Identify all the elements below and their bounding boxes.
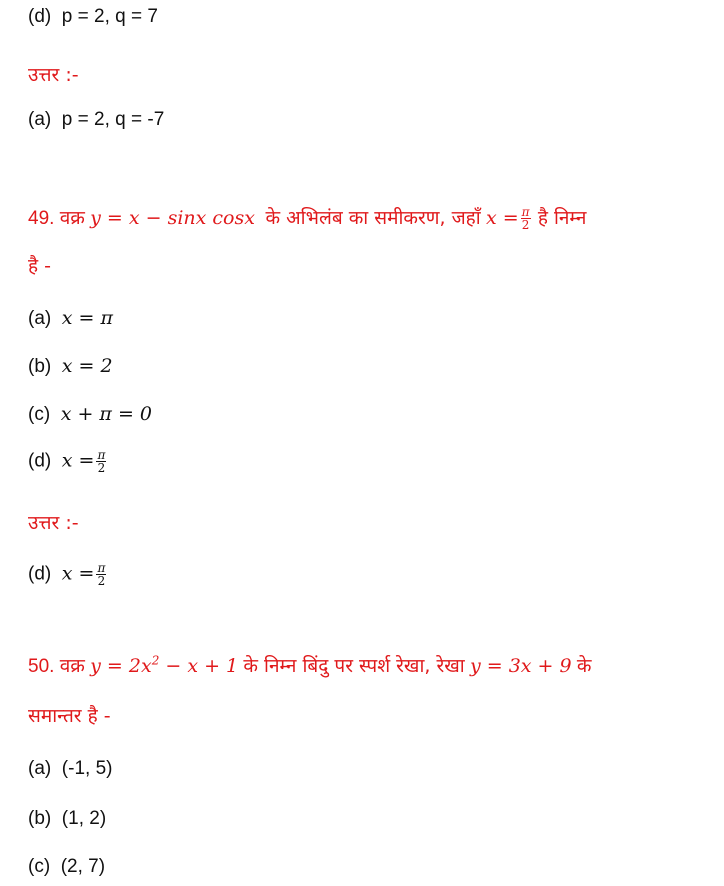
option-label: (d)	[28, 6, 52, 27]
answer-heading: उत्तर :-	[28, 64, 79, 86]
option-d-q49	[28, 449, 108, 474]
option-a-q49	[28, 307, 113, 330]
option-text: (2, 7)	[60, 856, 106, 877]
question-text: के	[576, 655, 592, 677]
answer-heading: उत्तर :-	[28, 512, 79, 534]
option-math: x = 2	[61, 355, 113, 377]
option-label: (b)	[28, 356, 52, 377]
answer-q49	[28, 562, 108, 587]
option-d-q48	[28, 6, 158, 28]
option-b-q50	[28, 808, 106, 830]
option-label: (a)	[28, 758, 52, 779]
question-49	[28, 204, 586, 231]
option-label: (c)	[28, 404, 51, 425]
option-math: x = π	[61, 307, 113, 329]
option-label: (d)	[28, 450, 52, 472]
option-label: (a)	[28, 308, 52, 329]
option-label: (b)	[28, 808, 52, 829]
option-c-q50	[28, 856, 105, 878]
fraction-pi-over-2: $\frac{\pi}{2}$	[97, 448, 106, 475]
question-text: के अभिलंब का समीकरण, जहाँ	[265, 207, 481, 229]
option-c-q49	[28, 403, 152, 426]
question-text: वक्र	[59, 655, 85, 677]
curve-equation: $y = 2x^2 - x + 1$	[90, 653, 239, 677]
curve-equation: y = x − sinx cosx	[90, 207, 255, 229]
option-math: x =	[61, 449, 95, 472]
question-50	[28, 652, 591, 678]
option-text: (-1, 5)	[61, 758, 113, 779]
option-b-q49	[28, 355, 113, 378]
answer-q48	[28, 109, 164, 131]
option-math: x =	[61, 562, 95, 585]
question-text: के निम्न बिंदु पर स्पर्श रेखा, रेखा	[243, 655, 465, 677]
fraction-pi-over-2: $\frac{\pi}{2}$	[521, 205, 530, 233]
option-label: (d)	[28, 563, 52, 585]
fraction-pi-over-2: $\frac{\pi}{2}$	[97, 561, 106, 588]
option-text: p = 2, q = 7	[61, 6, 158, 27]
option-a-q50	[28, 758, 112, 780]
question-number: 49.	[28, 208, 55, 229]
option-text: p = 2, q = -7	[61, 109, 165, 130]
line-equation: y = 3x + 9	[469, 655, 572, 677]
question-text: है निम्न	[537, 207, 587, 229]
question-49-cont: है -	[28, 255, 51, 277]
question-text: वक्र	[59, 207, 85, 229]
option-label: (a)	[28, 109, 52, 130]
option-text: (1, 2)	[61, 808, 107, 829]
question-number: 50.	[28, 656, 55, 677]
option-math: x + π = 0	[60, 403, 153, 425]
question-50-cont: समान्तर है -	[28, 705, 111, 727]
condition: x =	[485, 207, 519, 229]
option-label: (c)	[28, 856, 51, 877]
